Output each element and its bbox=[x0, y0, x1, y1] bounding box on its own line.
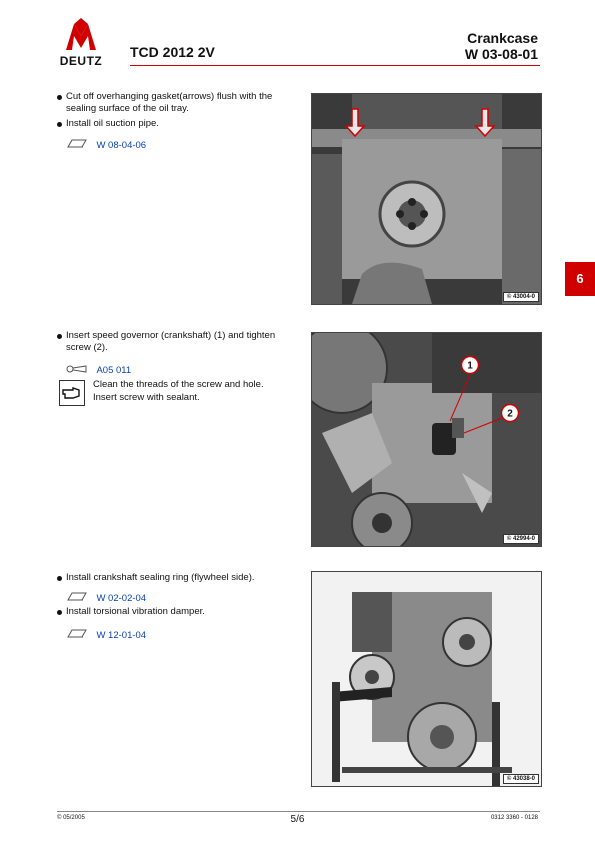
bullet-dot bbox=[57, 122, 62, 127]
bullet-dot bbox=[57, 576, 62, 581]
pointing-hand-icon bbox=[59, 380, 85, 406]
chapter-title: Crankcase bbox=[467, 30, 538, 46]
bullet-text: Install oil suction pipe. bbox=[66, 118, 159, 129]
photo-reference-label: © 42994-0 bbox=[503, 534, 539, 544]
document-code: W 03-08-01 bbox=[464, 46, 538, 62]
bullet-text: Insert speed governor (crankshaft) (1) and tighten screw (2). bbox=[66, 330, 276, 353]
tool-reference-text: A05 011 bbox=[96, 365, 132, 376]
reference-link[interactable] bbox=[66, 625, 146, 643]
book-icon bbox=[66, 629, 88, 639]
bullet-item bbox=[57, 118, 292, 130]
photo-oil-tray bbox=[311, 93, 542, 305]
bullet-item bbox=[57, 330, 292, 354]
note-block bbox=[93, 378, 293, 404]
bullet-text: Install torsional vibration damper. bbox=[66, 606, 205, 617]
reference-text: W 12-01-04 bbox=[96, 630, 147, 641]
book-icon bbox=[66, 139, 88, 149]
photo-vibration-damper bbox=[311, 571, 542, 787]
book-icon bbox=[66, 592, 88, 602]
engine-photo bbox=[312, 572, 541, 786]
logo-text: DEUTZ bbox=[59, 54, 103, 68]
engine-photo bbox=[312, 94, 541, 304]
svg-text:1: 1 bbox=[467, 360, 473, 372]
tool-reference[interactable] bbox=[66, 360, 131, 378]
photo-reference-label: © 43038-0 bbox=[503, 774, 539, 784]
note-line: Clean the threads of the screw and hole. bbox=[93, 379, 264, 390]
callout-leaders bbox=[312, 333, 541, 546]
reference-link[interactable] bbox=[66, 588, 146, 606]
bullet-item bbox=[57, 606, 292, 618]
bullet-text: Cut off overhanging gasket(arrows) flush with the sealing surface of the oil tray. bbox=[66, 91, 273, 114]
bullet-item bbox=[57, 572, 292, 584]
bullet-dot bbox=[57, 334, 62, 339]
bullet-text: Install crankshaft sealing ring (flywheel side). bbox=[66, 572, 255, 583]
footer-rule bbox=[57, 811, 540, 812]
bullet-dot bbox=[57, 610, 62, 615]
note-line: Insert screw with sealant. bbox=[93, 392, 200, 403]
svg-text:2: 2 bbox=[507, 408, 513, 420]
chapter-tab[interactable]: 6 bbox=[565, 262, 595, 296]
wrench-icon bbox=[66, 364, 88, 374]
document-number: 0312 3360 - 0128 bbox=[490, 815, 538, 821]
bullet-dot bbox=[57, 95, 62, 100]
engine-model: TCD 2012 2V bbox=[130, 44, 215, 60]
reference-text: W 02-02-04 bbox=[96, 593, 147, 604]
reference-text: W 08-04-06 bbox=[96, 140, 147, 151]
reference-link[interactable] bbox=[66, 135, 146, 153]
page-number: 5/6 bbox=[290, 814, 305, 825]
photo-reference-label: © 43004-0 bbox=[503, 292, 539, 302]
header-rule bbox=[130, 65, 540, 66]
footer-date: © 05/2005 bbox=[57, 815, 85, 821]
photo-speed-governor bbox=[311, 332, 542, 547]
bullet-item bbox=[57, 91, 292, 115]
